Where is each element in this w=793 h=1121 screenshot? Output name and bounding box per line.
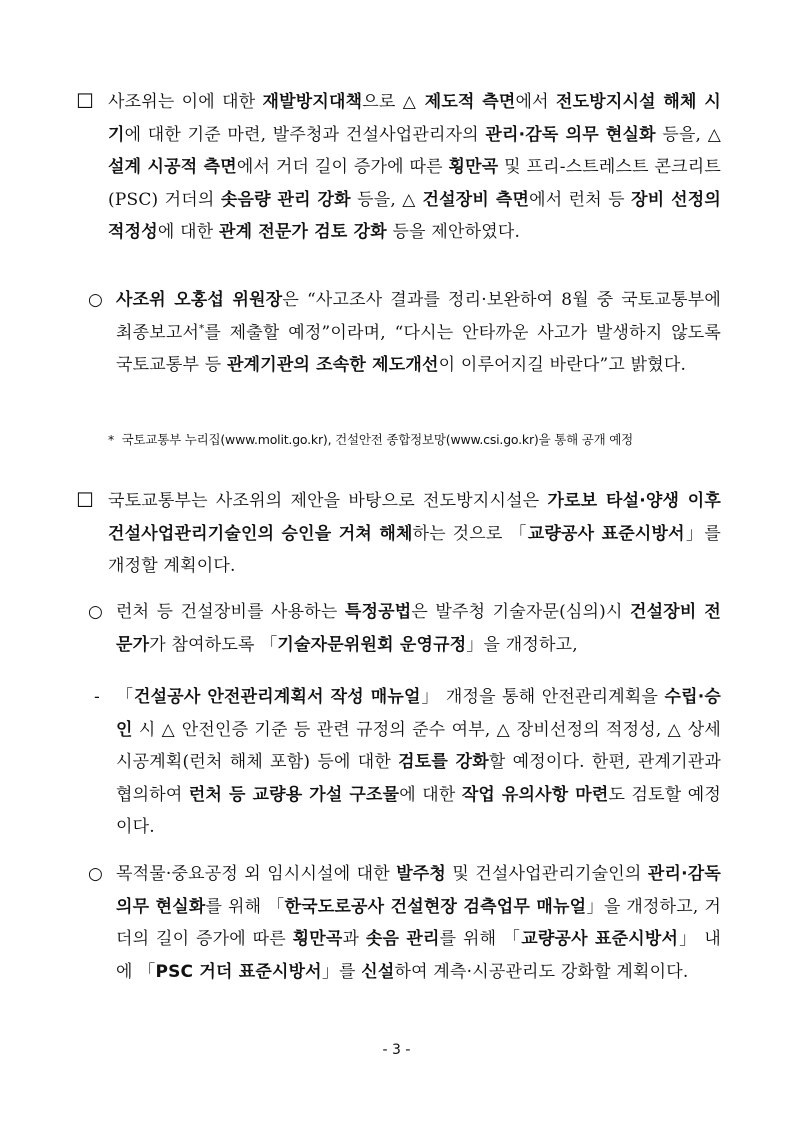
circle-bullet-icon: ○	[88, 290, 103, 310]
footnote: * 국토교통부 누리집(www.molit.go.kr), 건설안전 종합정보망(www.csi.go.kr)을 통해 공개 예정	[108, 432, 634, 447]
paragraph-chairman-quote: 사조위 오홍섭 위원장은 “사고조사 결과를 정리·보완하여 8월 중 국토교통부에 최종보고서*를 제출할 예정”이라며, “다시는 안타까운 사고가 발생하지 않도록 국토교통부 등 관계기관의 조속한 제도개선이 이루어지길 바란다”고 밝혔다.	[116, 290, 721, 375]
paragraph-recommendations: 사조위는 이에 대한 재발방지대책으로 △ 제도적 측면에서 전도방지시설 해체 시기에 대한 기준 마련, 발주청과 건설사업관리자의 관리·감독 의무 현실화 등을, △ 설계 시공적 측면에서 거더 길이 증가에 따른 횡만곡 및 프리-스트레스트 콘크리트(PSC) 거더의 솟음량 관리 강화 등을, △ 건설장비 측면에서 런처 등 장비 선정의 적정성에 대한 관계 전문가 검토 강화 등을 제안하였다.	[108, 92, 722, 242]
paragraph-special-method: 런처 등 건설장비를 사용하는 특정공법은 발주청 기술자문(심의)시 건설장비 전문가가 참여하도록 「기술자문위원회 운영규정」을 개정하고,	[116, 602, 721, 655]
paragraph-ministry-plan: 국토교통부는 사조위의 제안을 바탕으로 전도방지시설은 가로보 타설·양생 이후 건설사업관리기술인의 승인을 거쳐 해체하는 것으로 「교량공사 표준시방서」를 개정할 계획이다.	[108, 491, 721, 576]
dash-bullet-icon: -	[94, 687, 100, 707]
square-bullet-icon: ☐	[76, 488, 94, 512]
circle-bullet-icon: ○	[88, 864, 103, 884]
page-number: - 3 -	[382, 1042, 411, 1058]
paragraph-safety-manual: 「건설공사 안전관리계획서 작성 매뉴얼」 개정을 통해 안전관리계획을 수립·승인 시 △ 안전인증 기준 등 관련 규정의 준수 여부, △ 장비선정의 적정성, △ 상세 시공계획(런처 해체 포함) 등에 대한 검토를 강화할 예정이다. 한편, 관계기관과 협의하여 런처 등 교량용 가설 구조물에 대한 작업 유의사항 마련도 검토할 예정이다.	[116, 687, 722, 837]
footnote-marker: *	[108, 432, 115, 447]
circle-bullet-icon: ○	[88, 602, 103, 622]
square-bullet-icon: ☐	[76, 89, 94, 113]
paragraph-temporary-facilities: 목적물·중요공정 외 임시시설에 대한 발주청 및 건설사업관리기술인의 관리·감독의무 현실화를 위해 「한국도로공사 건설현장 검측업무 매뉴얼」을 개정하고, 거더의 길이 증가에 따른 횡만곡과 솟음 관리를 위해 「교량공사 표준시방서」 내에 「PSC 거더 표준시방서」를 신설하여 계측·시공관리도 강화할 계획이다.	[116, 864, 721, 982]
